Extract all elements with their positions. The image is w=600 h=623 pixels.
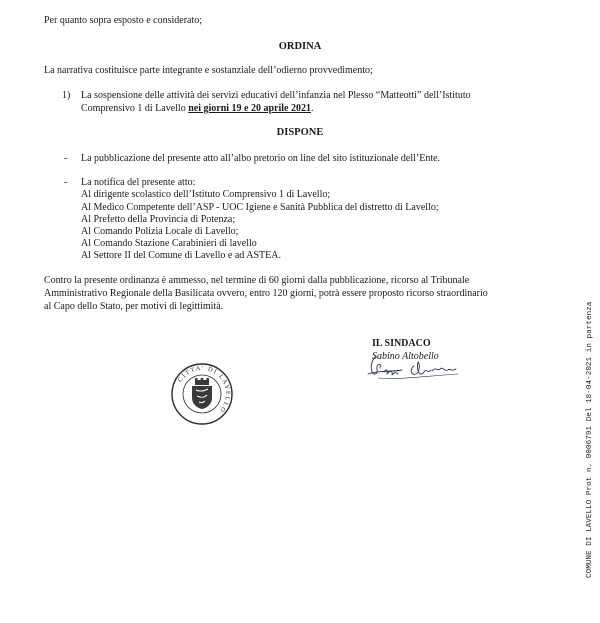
- ricorso-line-1: Contro la presente ordinanza è ammesso, nel termine di 60 giorni dalla pubblicazione, ricorso al Tribunale: [44, 275, 470, 286]
- ordina-heading: ORDINA: [278, 41, 322, 52]
- item1-dates: nei giorni 19 e 20 aprile 2021: [188, 103, 311, 114]
- svg-text:CITTA' DI LAVELLO: CITTA' DI LAVELLO: [176, 364, 232, 415]
- narrativa-text: La narrativa costituisce parte integrante e sostanziale dell’odierno provvedimento;: [44, 65, 373, 76]
- recipient-settore: Al Settore II del Comune di Lavello e ad ASTEA.: [81, 250, 281, 261]
- item1-line2-prefix: Comprensivo 1 di Lavello: [81, 103, 189, 114]
- recipient-medico: Al Medico Competente dell’ASP - UOC Igiene e Sanità Pubblica del distretto di Lavello;: [81, 202, 439, 213]
- protocol-stamp: COMUNE DI LAVELLO Prot n. 0006791 Del 18-04-2021 in partenza: [586, 301, 594, 578]
- dispone-item-pubblicazione: La pubblicazione del presente atto all’albo pretorio on line del sito istituzionale dell’Ente.: [81, 153, 441, 164]
- dispone-dash-2: -: [64, 177, 68, 188]
- sindaco-name: Sabino Altobello: [372, 351, 439, 362]
- recipient-prefetto: Al Prefetto della Provincia di Potenza;: [81, 214, 236, 225]
- handwritten-signature: [358, 350, 478, 384]
- item1-line2: [81, 102, 314, 115]
- recipient-polizia: Al Comando Polizia Locale di Lavello;: [81, 226, 239, 237]
- item1-line1: La sospensione delle attività dei servizi educativi dell’infanzia nel Plesso “Matteotti” dell’Istituto: [81, 90, 471, 101]
- item1-number: 1): [62, 90, 71, 101]
- recipient-dirigente: Al dirigente scolastico dell’Istituto Comprensivo 1 di Lavello;: [81, 189, 331, 200]
- recipient-carabinieri: Al Comando Stazione Carabinieri di lavello: [81, 238, 257, 249]
- dispone-item-notifica: La notifica del presente atto:: [81, 177, 196, 188]
- dispone-heading: DISPONE: [276, 127, 324, 138]
- ricorso-line-2: Amministrativo Regionale della Basilicata ovvero, entro 120 giorni, potrà essere proposto ricorso straordinario: [44, 288, 488, 299]
- city-seal-stamp: [170, 362, 234, 426]
- ricorso-line-3: al Capo dello Stato, per motivi di legittimità.: [44, 301, 224, 312]
- item1-line2-suffix: .: [311, 103, 314, 114]
- dispone-dash-1: -: [64, 153, 68, 164]
- sindaco-title: IL SINDACO: [372, 338, 431, 349]
- intro-text: Per quanto sopra esposto e considerato;: [44, 15, 203, 26]
